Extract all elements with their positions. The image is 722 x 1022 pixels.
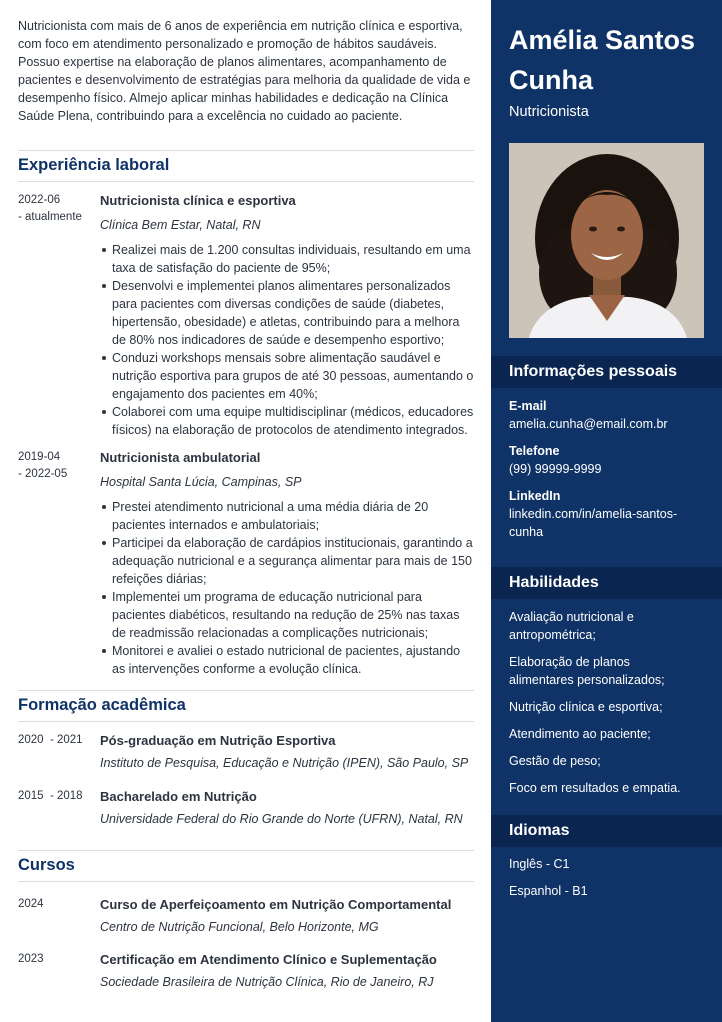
education-date: 2020 - 2021	[18, 734, 83, 746]
experience-section	[18, 150, 474, 678]
phone-value: (99) 99999-9999	[509, 462, 602, 476]
education-entry	[18, 732, 474, 772]
job-bullet: Implementei um programa de educação nutricional para pacientes diabéticos, resultando na redução de 25% nas taxas de readmissão relacionadas a complicações nutricionais;	[112, 588, 474, 642]
sidebar	[491, 0, 722, 1022]
course-title: Certificação em Atendimento Clínico e Suplementação	[100, 952, 437, 967]
course-school: Centro de Nutrição Funcional, Belo Horizonte, MG	[100, 920, 379, 934]
job-title: Nutricionista clínica e esportiva	[100, 193, 296, 208]
job-date: 2022-06 - atualmente	[18, 194, 82, 223]
languages-list	[509, 855, 709, 909]
job-role: Nutricionista	[509, 104, 589, 120]
job-entry	[18, 449, 474, 678]
language-item: Inglês - C1	[509, 857, 570, 871]
skill-item: Avaliação nutricional e antropométrica;	[509, 610, 634, 642]
job-bullet: Conduzi workshops mensais sobre alimentação saudável e nutrição esportiva para grupos de até 30 pessoas, aumentando o engajamento dos pacientes em 40%;	[112, 351, 474, 401]
education-title-text: Bacharelado em Nutrição	[100, 789, 257, 804]
job-date: 2019-04 - 2022-05	[18, 451, 68, 480]
personal-info	[509, 397, 709, 550]
skill-item: Elaboração de planos alimentares personalizados;	[509, 655, 665, 687]
linkedin-label: LinkedIn	[509, 489, 561, 503]
skill-item: Nutrição clínica e esportiva;	[509, 700, 663, 714]
portrait-illustration	[509, 143, 704, 338]
skills-list	[509, 608, 689, 806]
skills-title: Habilidades	[491, 567, 722, 599]
courses-section	[18, 850, 474, 991]
job-bullet: Monitorei e avaliei o estado nutricional de pacientes, ajustando as intervenções conforme a evolução clínica.	[112, 642, 474, 678]
course-entry	[18, 951, 474, 991]
education-title-text: Pós-graduação em Nutrição Esportiva	[100, 733, 336, 748]
job-title: Nutricionista ambulatorial	[100, 450, 261, 465]
full-name: Amélia Santos Cunha	[509, 25, 696, 95]
job-bullets	[100, 241, 474, 439]
education-school: Instituto de Pesquisa, Educação e Nutrição (IPEN), São Paulo, SP	[100, 756, 469, 770]
skill-item: Foco em resultados e empatia.	[509, 781, 681, 795]
language-item: Espanhol - B1	[509, 884, 588, 898]
skill-item: Atendimento ao paciente;	[509, 727, 651, 741]
education-date: 2015 - 2018	[18, 790, 83, 802]
education-section	[18, 690, 474, 828]
job-bullet: Colaborei com uma equipe multidisciplinar (médicos, educadores físicos) na elaboração de protocolos de atendimento integrados.	[112, 405, 474, 437]
job-bullet: Prestei atendimento nutricional a uma média diária de 20 pacientes internados e ambulatoriais;	[112, 498, 474, 534]
education-title: Formação acadêmica	[18, 690, 474, 722]
job-bullet: Desenvolvi e implementei planos alimentares personalizados para pacientes com diversas condições de saúde (diabetes, hipertensão, obesidade) e atletas, contribuindo para a melhora de 80% nos indicadores de saúde e desempenho esportivo;	[112, 277, 474, 349]
course-date: 2023	[18, 953, 44, 965]
job-company: Hospital Santa Lúcia, Campinas, SP	[100, 475, 302, 489]
skill-item: Gestão de peso;	[509, 754, 601, 768]
job-company: Clínica Bem Estar, Natal, RN	[100, 218, 261, 232]
job-bullet: Participei da elaboração de cardápios institucionais, garantindo a adequação nutricional e a segurança alimentar para mais de 150 refeições diárias;	[112, 536, 473, 586]
email-label: E-mail	[509, 399, 547, 413]
course-school: Sociedade Brasileira de Nutrição Clínica, Rio de Janeiro, RJ	[100, 975, 434, 989]
profile-photo	[509, 143, 704, 338]
linkedin-value[interactable]: linkedin.com/in/amelia-santos-cunha	[509, 507, 678, 539]
education-school: Universidade Federal do Rio Grande do Norte (UFRN), Natal, RN	[100, 812, 463, 826]
job-bullets	[100, 498, 474, 678]
education-entry	[18, 788, 474, 828]
email-value[interactable]: amelia.cunha@email.com.br	[509, 417, 668, 431]
course-title: Curso de Aperfeiçoamento em Nutrição Comportamental	[100, 897, 452, 912]
experience-title: Experiência laboral	[18, 150, 474, 182]
profile-summary: Nutricionista com mais de 6 anos de experiência em nutrição clínica e esportiva, com foco em atendimento personalizado e promoção de hábitos saudáveis. Possuo expertise na elaboração de planos alimentares, acompanhamento de pacientes e desenvolvimento de estratégias para melhoria da qualidade de vida e desempenho físico. Almejo aplicar minhas habilidades e dedicação na Clínica Saúde Plena, contribuindo para a excelência no cuidado ao paciente.	[18, 19, 471, 123]
job-bullet: Realizei mais de 1.200 consultas individuais, resultando em uma taxa de satisfação do paciente de 95%;	[112, 241, 474, 277]
phone-label: Telefone	[509, 444, 560, 458]
courses-title: Cursos	[18, 850, 474, 882]
course-date: 2024	[18, 898, 44, 910]
job-entry	[18, 192, 474, 439]
course-entry	[18, 896, 474, 936]
languages-title: Idiomas	[491, 815, 722, 847]
personal-info-title: Informações pessoais	[491, 356, 722, 388]
